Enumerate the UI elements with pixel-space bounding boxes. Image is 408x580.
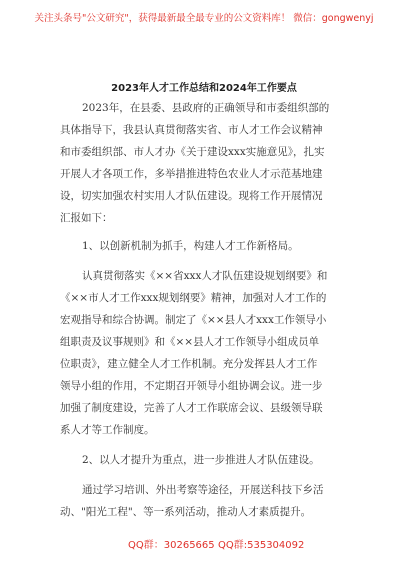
footer-contact bbox=[0, 536, 408, 550]
body-line: 通过学习培训、外出考察等途径，开展送科技下乡活 bbox=[82, 484, 324, 496]
body-line: 动、"阳光工程"、等一系列活动，推动人才素质提升。 bbox=[60, 506, 312, 518]
body-line: 开展人才各项工作，多举措推进特色农业人才示范基地建 bbox=[60, 168, 323, 180]
promo-banner-line: 关注头条号"公文研究"，获得最新最全最专业的公文资料库！ 微信：gongwenyj bbox=[34, 13, 374, 24]
body-line: 汇报如下： bbox=[60, 212, 113, 224]
body-line: 具体指导下，我县认真贯彻落实省、市人才工作会议精神 bbox=[60, 124, 323, 136]
body-line: 位职责》，建立健全人才工作机制。充分发挥县人才工作 bbox=[60, 358, 318, 370]
body-line: 领导小组的作用，不定期召开领导小组协调会议。进一步 bbox=[60, 380, 323, 392]
section-heading: 2、以人才提升为重点，进一步推进人才队伍建设。 bbox=[82, 454, 320, 466]
body-line: 加强了制度建设，完善了人才工作联席会议、县级领导联 bbox=[60, 402, 323, 414]
body-line: 宏观指导和综合协调。制定了《××县人才xxx工作领导小 bbox=[60, 314, 327, 326]
body-line: 《××市人才工作xxx规划纲要》精神，加强对人才工作的 bbox=[60, 292, 327, 304]
footer-qq-group-2: QQ群:535304092 bbox=[218, 540, 305, 551]
promo-banner bbox=[0, 12, 408, 52]
document-title: 2023年人才工作总结和2024年工作要点 bbox=[111, 83, 297, 94]
body-line: 和市委组织部、市人才办《关于建设xxx实施意见》，扎实 bbox=[60, 146, 325, 158]
body-line: 组职责及议事规则》和《××县人才工作领导小组成员单 bbox=[60, 336, 320, 348]
section-heading: 1、以创新机制为抓手，构建人才工作新格局。 bbox=[82, 240, 299, 252]
body-line: 认真贯彻落实《××省xxx人才队伍建设规划纲要》和 bbox=[82, 270, 328, 282]
footer-qq-group-1: QQ群：30265665 bbox=[128, 540, 215, 551]
body-line: 系人才等工作制度。 bbox=[60, 424, 155, 436]
body-line: 设，切实加强农村实用人才队伍建设。现将工作开展情况 bbox=[60, 190, 323, 202]
body-line: 2023年，在县委、县政府的正确领导和市委组织部的 bbox=[82, 102, 330, 114]
